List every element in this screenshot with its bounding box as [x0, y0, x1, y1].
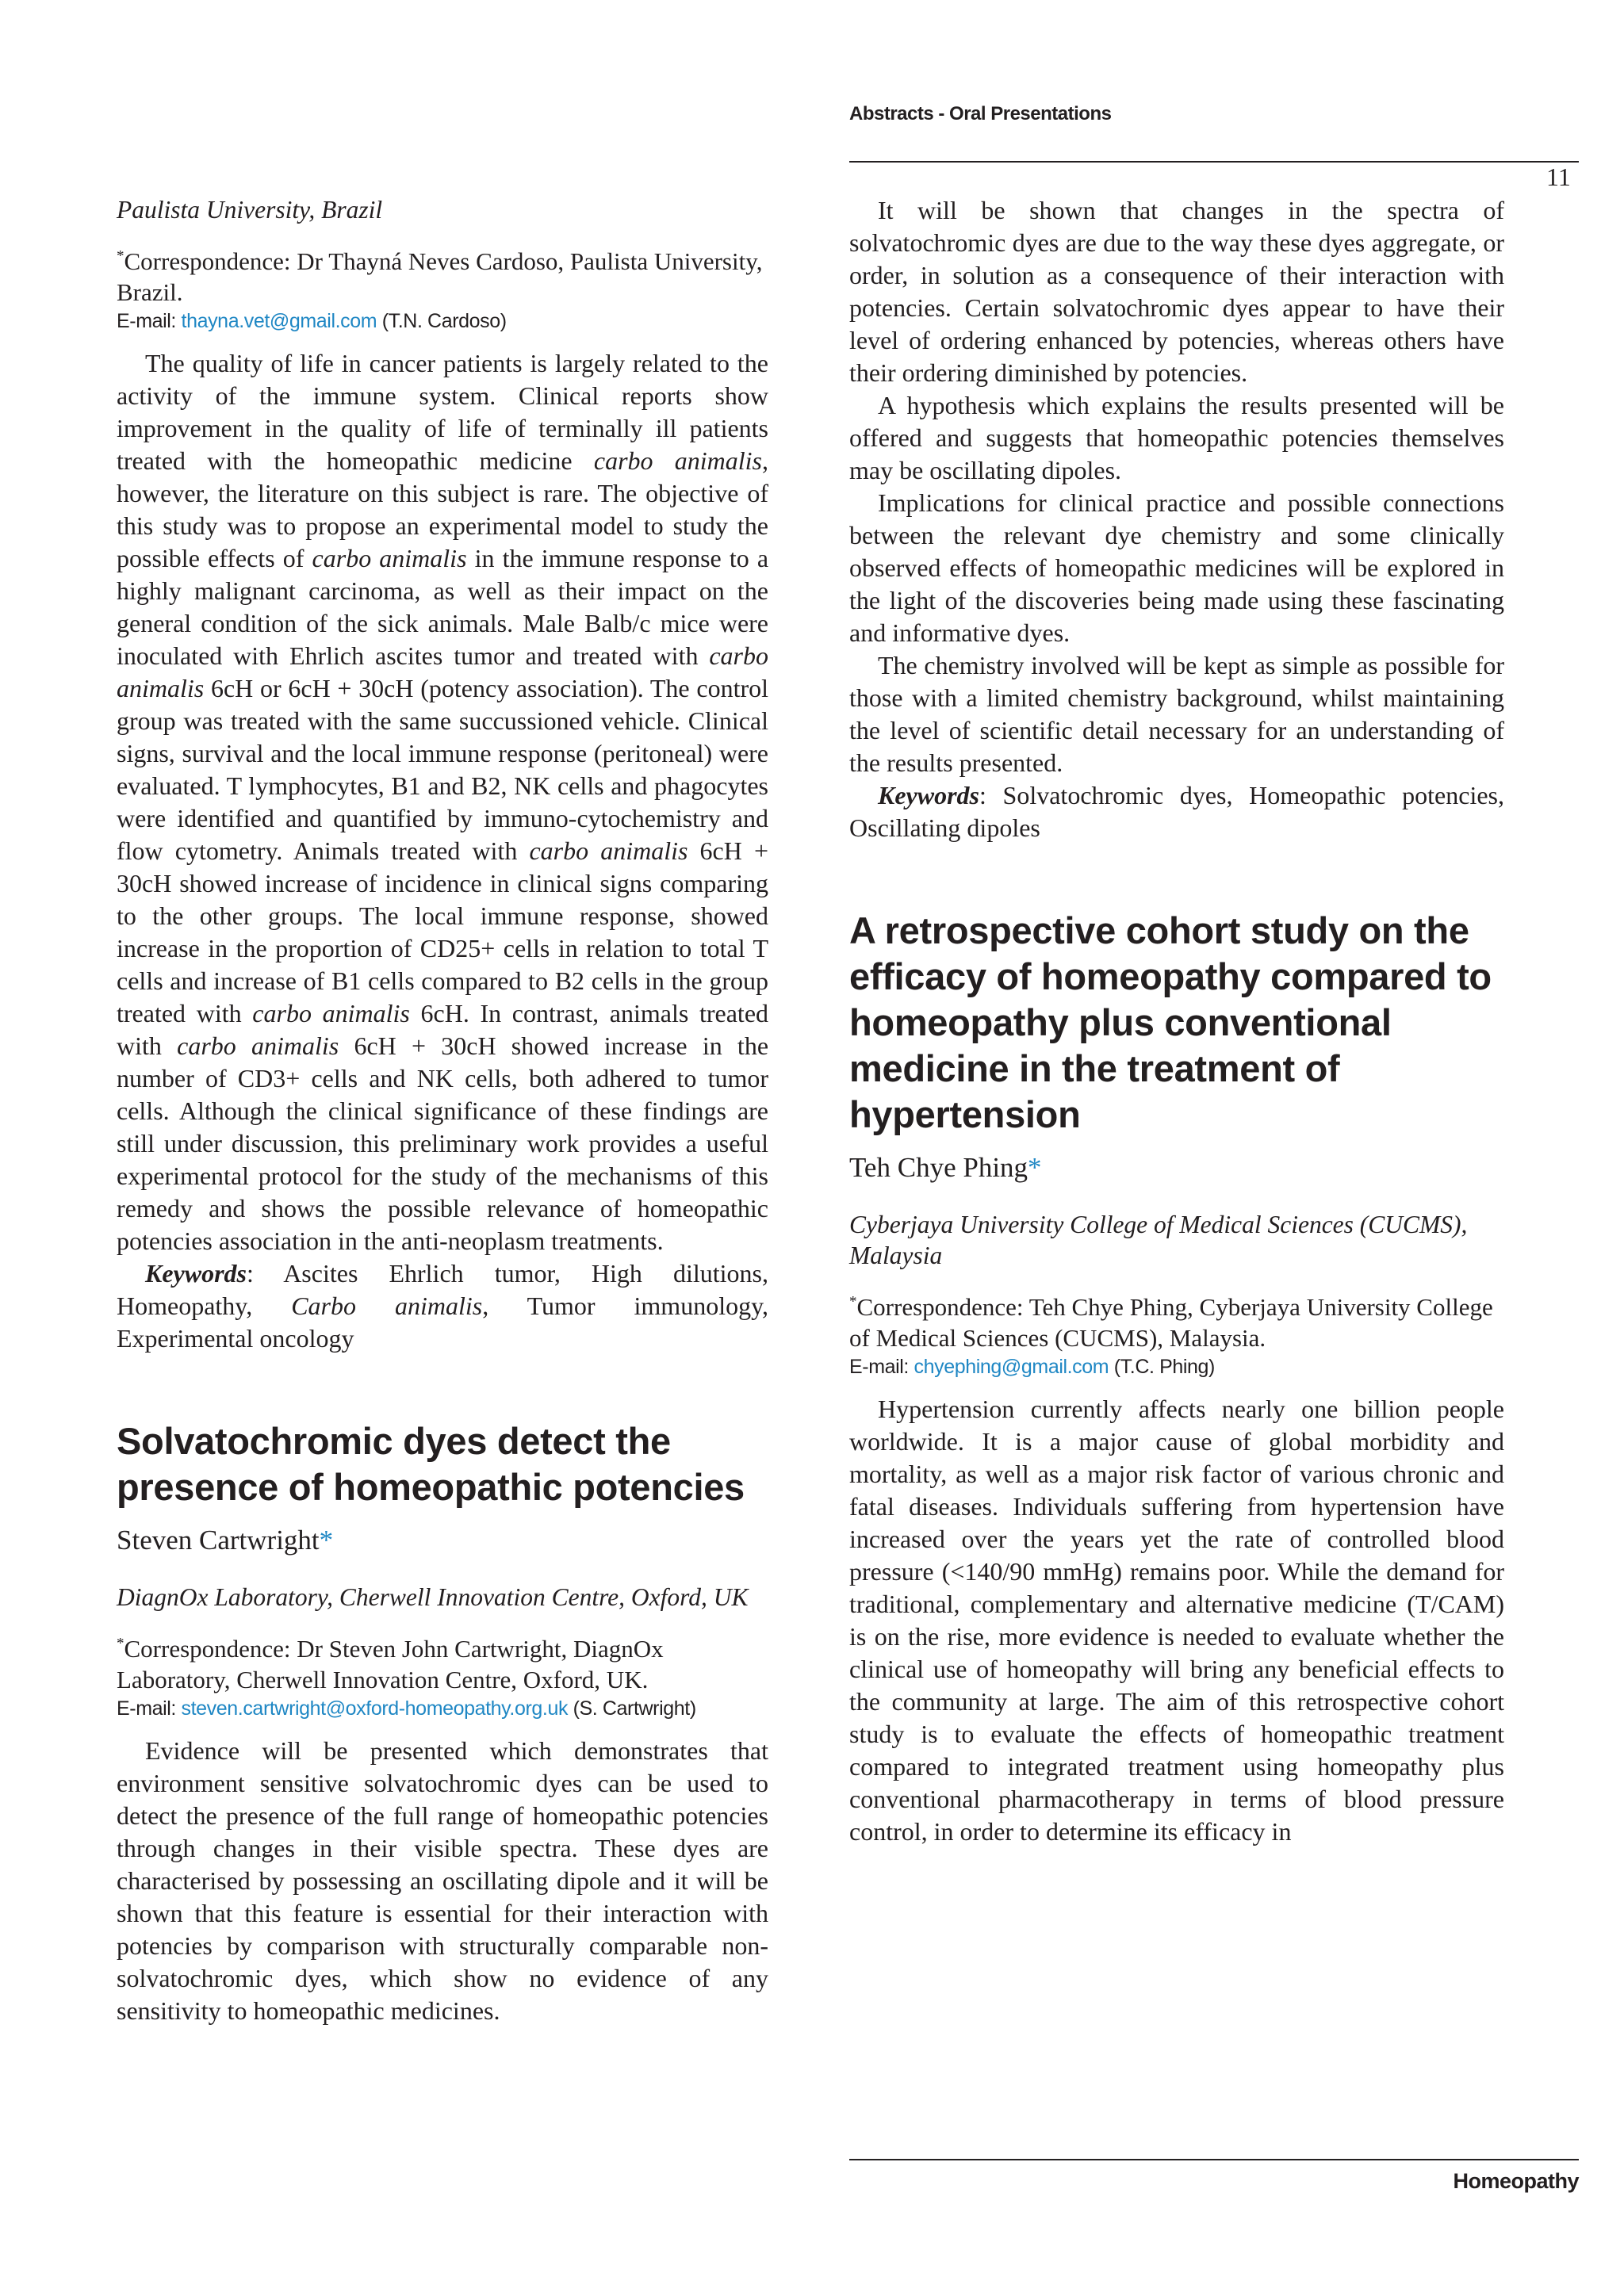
- bottom-rule: [849, 2159, 1579, 2160]
- abstract-paragraph: Implications for clinical practice and possible connections between the relevant dye chemistry and some clinically observed effects of homeopathic medicines will be explored in the light of the discoveries being made using these fascinating and informative dyes.: [849, 488, 1504, 647]
- left-column: [117, 194, 768, 2027]
- journal-name: Homeopathy: [1453, 2169, 1579, 2193]
- keywords: Keywords: Ascites Ehrlich tumor, High dilutions, Homeopathy, Carbo animalis, Tumor immunology, Experimental oncology: [117, 1259, 768, 1353]
- correspondence: *Correspondence: Dr Steven John Cartwright, DiagnOx Laboratory, Cherwell Innovation Centre, Oxford, UK.: [117, 1635, 664, 1693]
- abstract-paragraph: Hypertension currently affects nearly one billion people worldwide. It is a major cause of global morbidity and mortality, as well as a major risk factor of various chronic and fatal diseases. Individuals suffering from hypertension have increased over the years yet the rate of controlled blood pressure (<140/90 mmHg) remains poor. While the demand for traditional, complementary and alternative medicine (T/CAM) is on the rise, more evidence is needed to evaluate whether the clinical use of homeopathy will bring any beneficial effects to the community at large. The aim of this retrospective cohort study is to evaluate the effects of homeopathic treatment compared to integrated treatment using homeopathy plus conventional pharmacotherapy in terms of blood pressure control, in order to determine its efficacy in: [849, 1395, 1504, 1846]
- affiliation: Cyberjaya University College of Medical Sciences (CUCMS), Malaysia: [849, 1211, 1468, 1269]
- email-line: E-mail: thayna.vet@gmail.com (T.N. Cardoso): [117, 310, 507, 332]
- keywords: Keywords: Solvatochromic dyes, Homeopathic potencies, Oscillating dipoles: [849, 781, 1504, 842]
- article-title: Solvatochromic dyes detect the presence of homeopathic potencies: [117, 1420, 745, 1508]
- page-number: 11: [1546, 163, 1571, 191]
- email-line: E-mail: steven.cartwright@oxford-homeopathy.org.uk (S. Cartwright): [117, 1697, 696, 1720]
- article-title: A retrospective cohort study on the efficacy of homeopathy compared to homeopathy plus conventional medicine in the treatment of hypertension: [849, 909, 1492, 1135]
- email-line: E-mail: chyephing@gmail.com (T.C. Phing): [849, 1356, 1215, 1378]
- affiliation: DiagnOx Laboratory, Cherwell Innovation Centre, Oxford, UK: [117, 1583, 749, 1611]
- abstract-paragraph: It will be shown that changes in the spectra of solvatochromic dyes are due to the way these dyes aggregate, or order, in solution as a consequence of their interaction with potencies. Certain solvatochromic dyes appear to have their level of ordering enhanced by potencies, whereas others have their ordering diminished by potencies.: [849, 196, 1504, 387]
- abstract-paragraph: The chemistry involved will be kept as simple as possible for those with a limited chemistry background, whilst maintaining the level of scientific detail necessary for an understanding of the results presented.: [849, 651, 1504, 777]
- affiliation: Paulista University, Brazil: [117, 196, 383, 224]
- email-link[interactable]: thayna.vet@gmail.com: [181, 310, 377, 332]
- right-column: [849, 194, 1504, 1848]
- author: Teh Chye Phing*: [849, 1152, 1042, 1183]
- correspondence: *Correspondence: Dr Thayná Neves Cardoso, Paulista University, Brazil.: [117, 247, 763, 306]
- abstract-paragraph: A hypothesis which explains the results presented will be offered and suggests that homeopathic potencies themselves may be oscillating dipoles.: [849, 391, 1504, 484]
- abstract-paragraph: Evidence will be presented which demonstrates that environment sensitive solvatochromic dyes can be used to detect the presence of the full range of homeopathic potencies through changes in their visible spectra. These dyes are characterised by possessing an oscillating dipole and it will be shown that this feature is essential for their interaction with potencies by comparison with structurally comparable non-solvatochromic dyes, which show no evidence of any sensitivity to homeopathic medicines.: [117, 1736, 768, 2025]
- running-head: Abstracts - Oral Presentations: [849, 103, 1112, 124]
- correspondence: *Correspondence: Teh Chye Phing, Cyberjaya University College of Medical Sciences (CUCMS), Malaysia.: [849, 1293, 1493, 1352]
- email-link[interactable]: chyephing@gmail.com: [914, 1356, 1109, 1378]
- top-rule: [849, 161, 1579, 163]
- abstract-paragraph: The quality of life in cancer patients is largely related to the activity of the immune system. Clinical reports show improvement in the quality of life of terminally ill patients treated with the homeopathic medicine carbo animalis, however, the literature on this subject is rare. The objective of this study was to propose an experimental model to study the possible effects of carbo animalis in the immune response to a highly malignant carcinoma, as well as their impact on the general condition of the sick animals. Male Balb/c mice were inoculated with Ehrlich ascites tumor and treated with carbo animalis 6cH or 6cH + 30cH (potency association). The control group was treated with the same succussioned vehicle. Clinical signs, survival and the local immune response (peritoneal) were evaluated. T lymphocytes, B1 and B2, NK cells and phagocytes were identified and quantified by immuno-cytochemistry and flow cytometry. Animals treated with carbo animalis 6cH + 30cH showed increase of incidence in clinical signs comparing to the other groups. The local immune response, showed increase in the proportion of CD25+ cells in relation to total T cells and increase of B1 cells compared to B2 cells in the group treated with carbo animalis 6cH. In contrast, animals treated with carbo animalis 6cH + 30cH showed increase in the number of CD3+ cells and NK cells, both adhered to tumor cells. Although the clinical significance of these findings are still under discussion, this preliminary work provides a useful experimental protocol for the study of the mechanisms of this remedy and shows the possible relevance of homeopathic potencies association in the anti-neoplasm treatments.: [117, 349, 769, 1255]
- email-link[interactable]: steven.cartwright@oxford-homeopathy.org.uk: [181, 1697, 569, 1720]
- author: Steven Cartwright*: [117, 1525, 334, 1556]
